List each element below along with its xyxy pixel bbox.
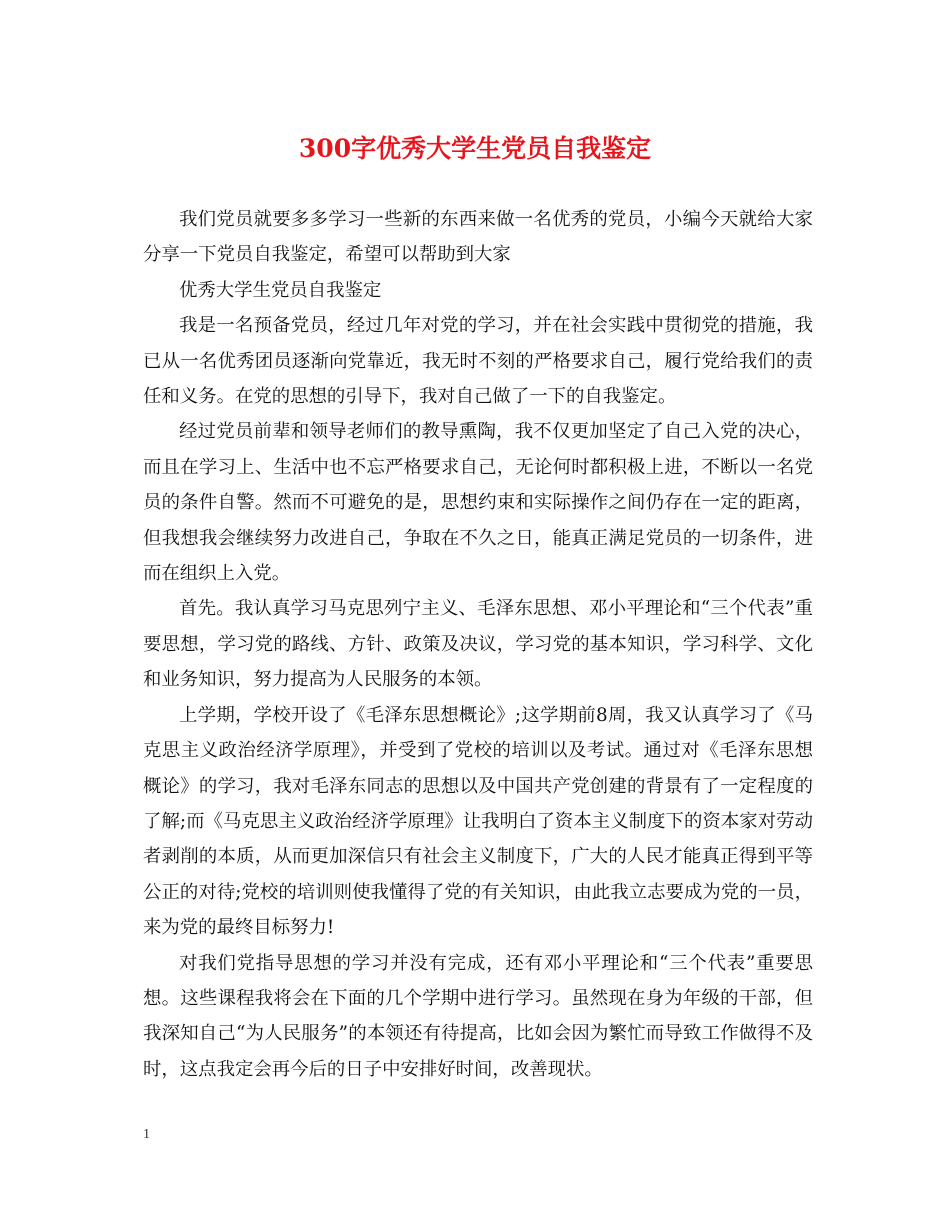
body-paragraph: 上学期，学校开设了《毛泽东思想概论》;这学期前8周，我又认真学习了《马克思主义政治经济学原理》，并受到了党校的培训以及考试。通过对《毛泽东思想概论》的学习，我对毛泽东同志的思想以及中国共产党创建的背景有了一定程度的了解;而《马克思主义政治经济学原理》让我明白了资本主义制度下的资本家对劳动者剥削的本质，从而更加深信只有社会主义制度下，广大的人民才能真正得到平等公正的对待;党校的培训则使我懂得了党的有关知识，由此我立志要成为党的一员，来为党的最终目标努力! — [143, 704, 813, 939]
body-paragraph: 经过党员前辈和领导老师们的教导熏陶，我不仅更加坚定了自己入党的决心，而且在学习上、生活中也不忘严格要求自己，无论何时都积极上进，不断以一名党员的条件自警。然而不可避免的是，思想约束和实际操作之间仍存在一定的距离，但我想我会继续努力改进自己，争取在不久之日，能真正满足党员的一切条件，进而在组织上入党。 — [143, 421, 813, 585]
intro-paragraph: 我们党员就要多多学习一些新的东西来做一名优秀的党员，小编今天就给大家分享一下党员自我鉴定，希望可以帮助到大家 — [143, 209, 813, 266]
document-title: 300字优秀大学生党员自我鉴定 — [298, 134, 652, 163]
document-body — [143, 202, 813, 1087]
page-number: 1 — [143, 1127, 150, 1142]
body-paragraph: 首先。我认真学习马克思列宁主义、毛泽东思想、邓小平理论和“三个代表”重要思想，学习党的路线、方针、政策及决议，学习党的基本知识，学习科学、文化和业务知识，努力提高为人民服务的本领。 — [143, 598, 813, 691]
body-paragraph: 我是一名预备党员，经过几年对党的学习，并在社会实践中贯彻党的措施，我已从一名优秀团员逐渐向党靠近，我无时不刻的严格要求自己，履行党给我们的责任和义务。在党的思想的引导下，我对自己做了一下的自我鉴定。 — [143, 315, 813, 408]
section-heading: 优秀大学生党员自我鉴定 — [179, 279, 382, 301]
body-paragraph: 对我们党指导思想的学习并没有完成，还有邓小平理论和“三个代表”重要思想。这些课程我将会在下面的几个学期中进行学习。虽然现在身为年级的干部，但我深知自己“为人民服务”的本领还有待提高，比如会因为繁忙而导致工作做得不及时，这点我定会再今后的日子中安排好时间，改善现状。 — [143, 952, 813, 1080]
